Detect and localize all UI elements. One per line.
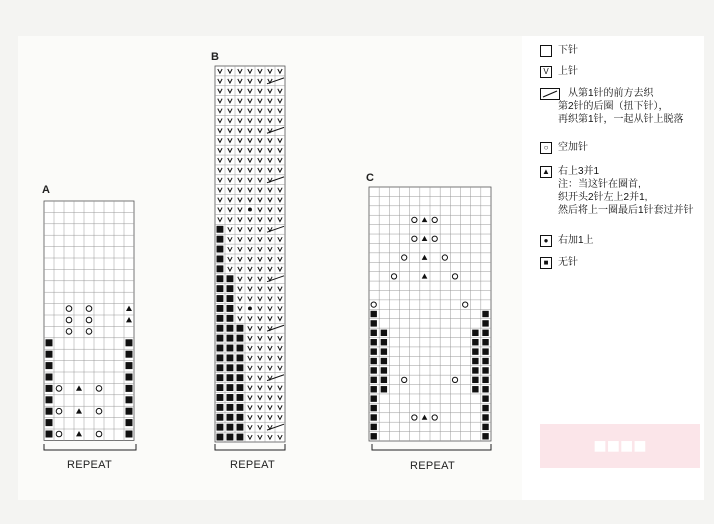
increase-dot-icon: ● bbox=[540, 235, 552, 247]
no-stitch-icon: ■ bbox=[540, 257, 552, 269]
chart-a-repeat-label: REPEAT bbox=[67, 459, 112, 471]
knit-symbol-icon bbox=[540, 45, 552, 57]
chart-b-title: B bbox=[211, 51, 219, 63]
chart-c-title: C bbox=[366, 172, 374, 184]
decrease-triangle-icon: ▲ bbox=[540, 166, 552, 178]
chart-c-repeat-label: REPEAT bbox=[410, 460, 455, 472]
yarn-over-icon: ○ bbox=[540, 142, 552, 154]
chart-a-title: A bbox=[42, 184, 50, 196]
twist-symbol-icon bbox=[540, 88, 560, 100]
chart-b-repeat-label: REPEAT bbox=[230, 459, 275, 471]
purl-symbol-icon: V bbox=[540, 66, 552, 78]
watermark-logo: ■■■■ bbox=[540, 424, 700, 468]
